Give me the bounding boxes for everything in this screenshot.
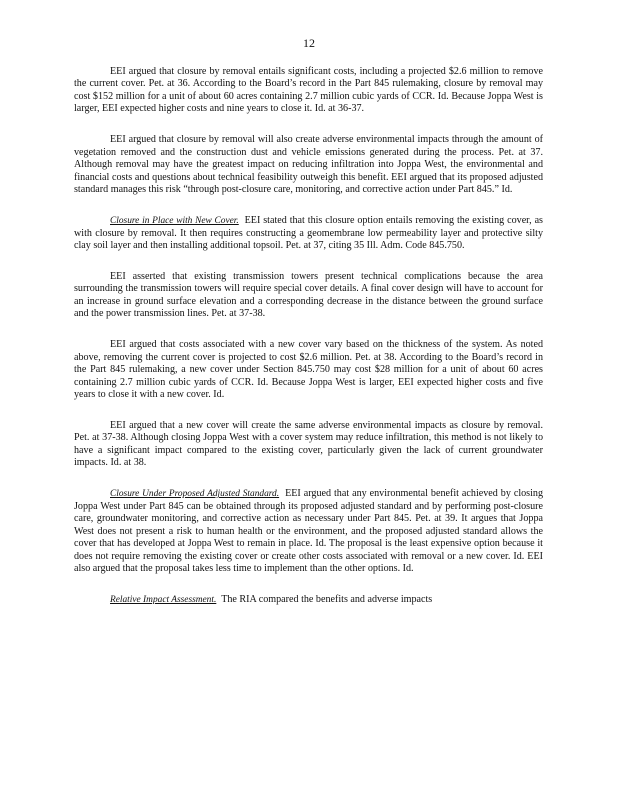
paragraph-text: The RIA compared the benefits and adverse impacts (221, 594, 433, 605)
paragraph-text: EEI argued that any environmental benefit achieved by closing Joppa West under Part 845 can be obtained through its proposed adjusted standard and by performing post-closure care, groundwater monitoring, and corrective action as necessary under Part 845. Pet. at 39. It argues that Joppa West does not present a risk to human health or the environment, and the proposed adjusted standard allows the cover that has developed at Joppa West to remain in place. Id. The proposal is the least expensive option because it does not require removing the existing cover or create other costs associated with removal or a new cover. Id. EEI also argued that the proposal takes less time to implement than the other options. Id. (74, 488, 544, 575)
paragraph-closure-in-place (74, 215, 543, 252)
paragraph-transmission-towers (74, 271, 543, 321)
paragraph-text: EEI argued that closure by removal will also create adverse environmental impacts through the amount of vegetation removed and the construction dust and vehicle emissions generated during the process. Pet. at 37. Although removal may have the greatest impact on reducing infiltration into Joppa West, the environmental and financial costs and questions about technical feasibility outweigh this benefit. EEI argued that its proposed adjusted standard manages this risk “through post-closure care, monitoring, and corrective action under Part 845.” Id. (74, 134, 543, 196)
paragraph-text: EEI stated that this closure option entails removing the existing cover, as with closure by removal. It then requires constructing a geomembrane low permeability layer and protective silty clay soil layer and then installing additional topsoil. Pet. at 37, citing 35 Ill. Adm. Code 845.750. (74, 215, 543, 251)
paragraph-new-cover-costs (74, 339, 543, 401)
section-heading: Relative Impact Assessment. (110, 595, 217, 605)
page-body (74, 66, 543, 625)
paragraph-proposed-standard (74, 488, 543, 575)
paragraph-text: EEI asserted that existing transmission towers present technical complications because the area surrounding the transmission towers will require special cover details. A final cover design will have to account for an increase in ground surface elevation and a corresponding decrease in the distance between the ground surface and the power transmission lines. Pet. at 37-38. (74, 270, 543, 320)
paragraph-closure-by-removal-impacts (74, 134, 543, 196)
paragraph-text: EEI argued that costs associated with a new cover vary based on the thickness of the system. As noted above, removing the current cover is projected to cost $2.6 million. Pet. at 38. According to the Board’s record in the Part 845 rulemaking, a new cover under Section 845.750 may cost $28 million for a unit of about 60 acres containing 2.7 million cubic yards of CCR. Id. Because Joppa West is larger, EEI expected higher costs and five years to close it with a new cover. Id. (74, 339, 543, 401)
paragraph-new-cover-impacts (74, 420, 543, 470)
paragraph-relative-impact (74, 594, 543, 606)
section-heading: Closure in Place with New Cover. (110, 216, 239, 227)
paragraph-text: EEI argued that a new cover will create the same adverse environmental impacts as closure by removal. Pet. at 37-38. Although closing Joppa West with a cover system may reduce infiltration, this method is not likely to have a significant impact compared to the existing cover, particularly given the lack of current groundwater impacts. Id. at 38. (74, 420, 543, 469)
section-heading: Closure Under Proposed Adjusted Standard. (110, 489, 280, 500)
page-number: 12 (303, 36, 315, 50)
paragraph-closure-by-removal-costs (74, 66, 543, 116)
paragraph-text: EEI argued that closure by removal entails significant costs, including a projected $2.6 million to remove the current cover. Pet. at 36. According to the Board’s record in the Part 845 rulemaking, closure by removal may cost $152 million for a unit of about 60 acres containing 2.7 million cubic yards of CCR. Id. Because Joppa West is larger, EEI expected higher costs and nine years to close it. Id. at 36-37. (74, 66, 543, 115)
